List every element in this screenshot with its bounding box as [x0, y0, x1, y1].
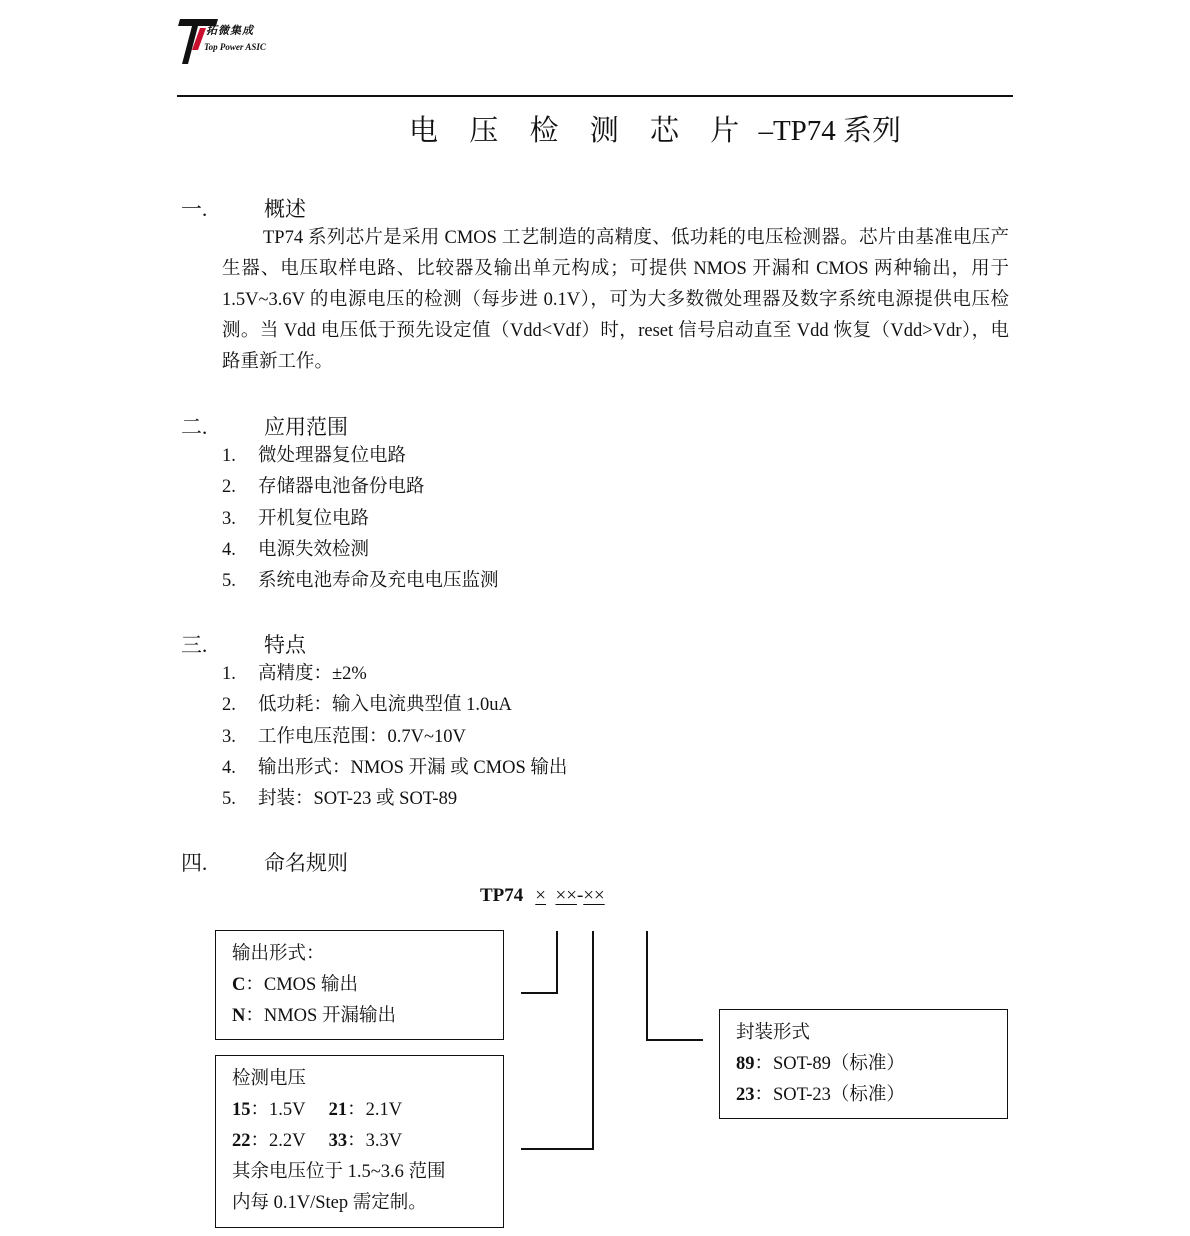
section-2-number: 二. — [181, 415, 208, 439]
voltage-note-1: 其余电压位于 1.5~3.6 范围 — [232, 1162, 446, 1182]
connector-output-vertical — [556, 931, 558, 994]
output-form-nmos: N：NMOS 开漏输出 — [232, 1006, 396, 1026]
naming-dash: - — [576, 885, 584, 906]
section-4-number: 四. — [181, 851, 208, 875]
logo-english-name: Top Power ASIC — [204, 42, 266, 52]
package-sot23: 23：SOT-23（标准） — [736, 1085, 905, 1105]
connector-package-horizontal — [646, 1039, 703, 1041]
header-rule — [177, 95, 1013, 97]
package-form-box — [719, 1009, 1008, 1119]
list-item: 3. 工作电压范围：0.7V~10V — [222, 726, 466, 747]
features-list — [222, 659, 567, 815]
naming-prefix: TP74 — [480, 885, 524, 906]
logo-chinese-name: 拓微集成 — [206, 25, 254, 37]
naming-package-slot: ×× — [583, 885, 605, 906]
section-3-number: 三. — [181, 633, 208, 657]
list-item: 5. 系统电池寿命及充电电压监测 — [222, 571, 499, 592]
section-4-title: 命名规则 — [264, 851, 348, 875]
package-form-heading: 封装形式 — [736, 1023, 811, 1043]
connector-output-horizontal — [521, 992, 558, 994]
output-form-box — [215, 930, 504, 1040]
section-2-title: 应用范围 — [264, 415, 348, 439]
list-item: 2. 低功耗：输入电流典型值 1.0uA — [222, 695, 512, 716]
title-chinese: 电 压 检 测 芯 片 — [408, 115, 752, 147]
applications-list — [222, 441, 499, 597]
list-item: 4. 输出形式：NMOS 开漏 或 CMOS 输出 — [222, 757, 568, 778]
page-title — [0, 108, 1190, 149]
company-logo — [178, 16, 318, 70]
voltage-row-1: 15：1.5V 21：2.1V — [232, 1100, 403, 1120]
section-1-title: 概述 — [264, 197, 306, 221]
list-item: 5. 封装：SOT-23 或 SOT-89 — [222, 789, 458, 810]
connector-package-vertical — [646, 931, 648, 1041]
connector-voltage-vertical — [592, 931, 594, 1150]
package-sot89: 89：SOT-89（标准） — [736, 1054, 905, 1074]
list-item: 2. 存储器电池备份电路 — [222, 477, 425, 498]
voltage-row-2: 22：2.2V 33：3.3V — [232, 1131, 403, 1151]
section-3-title: 特点 — [264, 633, 306, 657]
list-item: 1. 高精度：±2% — [222, 664, 367, 684]
overview-text: TP74 系列芯片是采用 CMOS 工艺制造的高精度、低功耗的电压检测器。芯片由基准电压产生器、电压取样电路、比较器及输出单元构成；可提供 NMOS 开漏和 CMOS 两种输出，用于 1.5V~3.6V 的电源电压的检测（每步进 0.1V），可为大多数微处理器及数字系统电源提供电压检测。当 Vdd 电压低于预先设定值（Vdd<Vdf）时，reset 信号启动直至 Vdd 恢复（Vdd>Vdr），电路重新工作。 — [222, 228, 1009, 372]
title-suffix: –TP74 系列 — [758, 115, 902, 147]
naming-code — [480, 885, 605, 907]
naming-output-slot: × — [535, 885, 546, 906]
output-form-heading: 输出形式： — [232, 944, 325, 964]
naming-voltage-slot: ×× — [555, 885, 577, 906]
list-item: 3. 开机复位电路 — [222, 508, 370, 529]
detection-voltage-box — [215, 1055, 504, 1228]
overview-paragraph — [222, 223, 1009, 378]
detection-voltage-heading: 检测电压 — [232, 1069, 307, 1089]
list-item: 4. 电源失效检测 — [222, 539, 370, 560]
list-item: 1. 微处理器复位电路 — [222, 446, 407, 466]
connector-voltage-horizontal — [521, 1148, 594, 1150]
output-form-cmos: C：CMOS 输出 — [232, 975, 358, 995]
section-1-number: 一. — [181, 197, 208, 221]
voltage-note-2: 内每 0.1V/Step 需定制。 — [232, 1193, 427, 1213]
